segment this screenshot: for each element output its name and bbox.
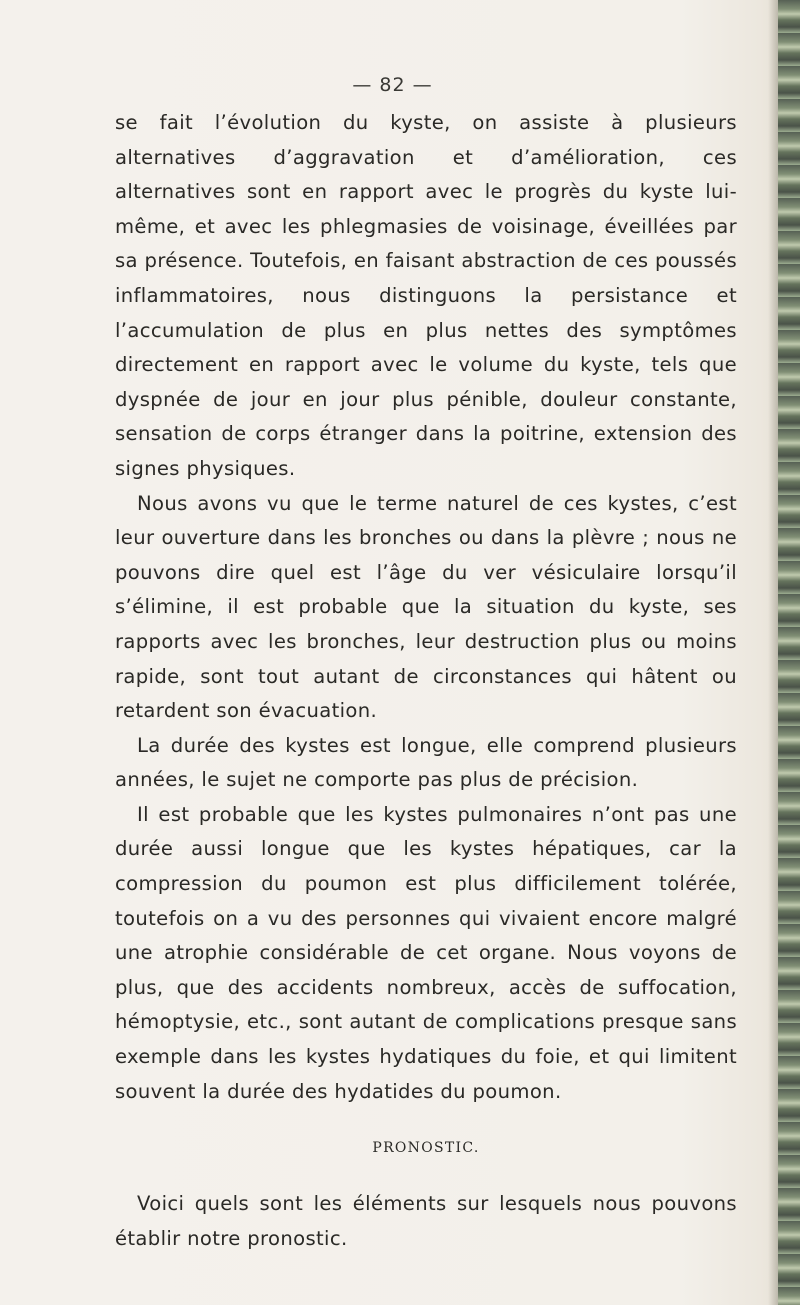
- paragraph-4: Il est probable que les kystes pulmonaires n’ont pas une durée aussi longue que les kystes hépatiques, car la compression du poumon est plus difficilement tolérée, toutefois on a vu des personnes qui vivaient encore malgré une atrophie considérable de cet organe. Nous voyons de plus, que des accidents nombreux, accès de suffocation, hémoptysie, etc., sont autant de complications presque sans exemple dans les kystes hydatiques du foie, et qui limitent souvent la durée des hydatides du poumon.: [115, 802, 737, 1103]
- paragraph-2: Nous avons vu que le terme naturel de ces kystes, c’est leur ouverture dans les bronches ou dans la plèvre ; nous ne pouvons dire quel est l’âge du ver vésiculaire lorsqu’il s’élimine, il est probable que la situation du kyste, ses rapports avec les bronches, leur destruction plus ou moins rapide, sont tout autant de circonstances qui hâtent ou retardent son évacuation.: [115, 491, 737, 723]
- paragraph-1: se fait l’évolution du kyste, on assiste à plusieurs alternatives d’aggravation et d’amélioration, ces alternatives sont en rapport avec le progrès du kyste lui-même, et avec les phlegmasies de voisinage, éveillées par sa présence. Toutefois, en faisant abstraction de ces poussés inflammatoires, nous distinguons la persistance et l’accumulation de plus en plus nettes des symptômes directement en rapport avec le volume du kyste, tels que dyspnée de jour en jour plus pénible, douleur constante, sensation de corps étranger dans la poitrine, extension des signes physiques.: [115, 111, 737, 480]
- paragraph-pronostic: Voici quels sont les éléments sur lesquels nous pouvons établir notre pronostic.: [115, 1192, 737, 1250]
- paragraph-3: La durée des kystes est longue, elle comprend plusieurs années, le sujet ne comporte pas plus de précision.: [115, 733, 737, 792]
- page-number: — 82 —: [352, 74, 433, 96]
- page-body: [115, 106, 737, 1256]
- book-edge: [778, 0, 800, 1305]
- section-title-pronostic: PRONOSTIC.: [372, 1140, 480, 1157]
- page-edge-shadow: [768, 0, 778, 1305]
